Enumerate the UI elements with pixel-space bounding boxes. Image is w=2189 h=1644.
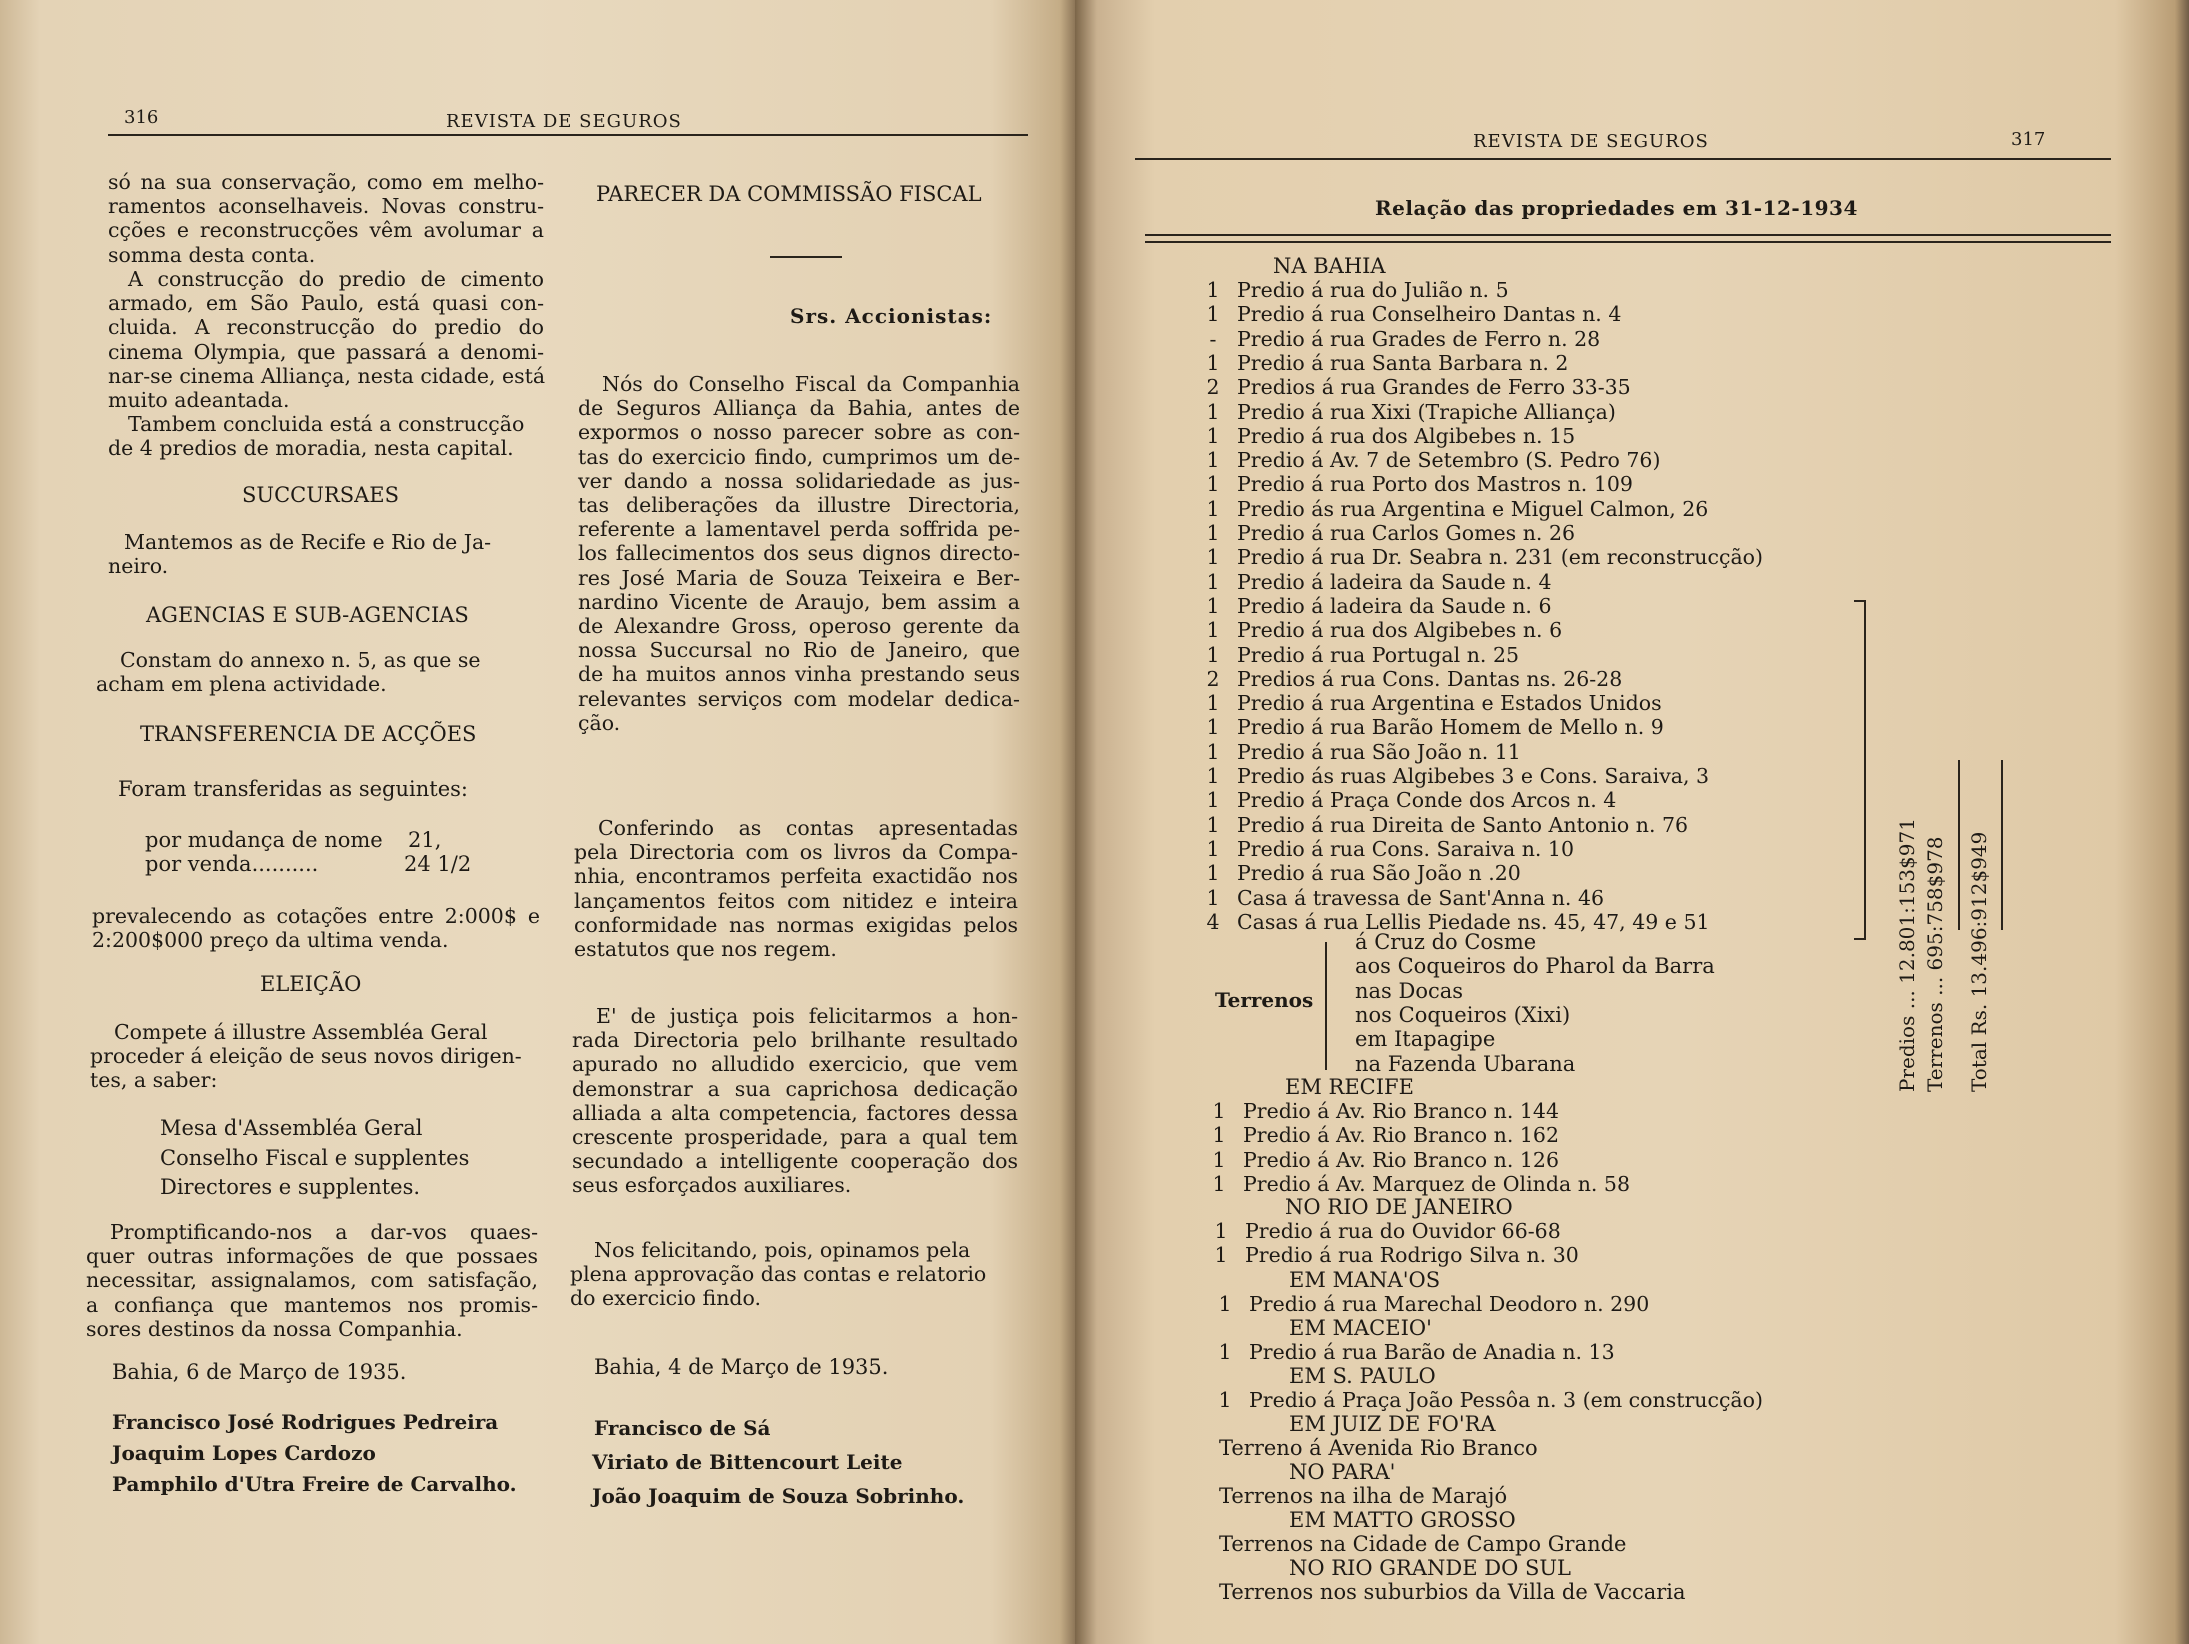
property-line: Terrenos na Cidade de Campo Grande	[1219, 1532, 1627, 1556]
totals-rule	[2001, 760, 2003, 930]
date-line: Bahia, 4 de Março de 1935.	[594, 1355, 889, 1379]
paragraph: A construcção do predio de cimento armado, em São Paulo, está quasi con- cluida. A reconstrucção do predio do cinema Olympia, que passará a denomi- nar-se cinema Alliança, nesta cidade, está muito adeantada.	[108, 267, 546, 413]
section-heading: EM RECIFE	[1285, 1075, 1414, 1099]
page-317: REVISTA DE SEGUROS 317 Relação das propriedades em 31-12-1934 NA BAHIA 1 Predio á rua do Julião n. 5 1 Predio á rua Conselheiro Dantas n. 4 - Predio á rua Grades de Ferro n. 28 1 Predio á rua Santa Barbara n. 2 2 Predios á rua Grandes de Ferro 33-35 1 Predio á rua Xixi (Trapiche Alliança) 1 Predio á rua dos Algibebes n. 15 1 Predio á Av. 7 de Setembro (S. Pedro 76) 1 Predio á rua Porto dos Mastros n. 109 1 Predio ás rua Argentina e Miguel Calmon, 26 1 Predio á rua Carlos Gomes n. 26 1 Predio á rua Dr. Seabra n. 231 (em reconstrucção) 1 Predio á ladeira da Saude n. 4 1 Predio á ladeira da Saude n. 6 1 Predio á rua dos Algibebes n. 6 1 Predio á rua Portugal n. 25 2 Predios á rua Cons. Dantas ns. 26-28 1 Predio á rua Argentina e Estados Unidos 1 Predio á rua Barão Homem de Mello n. 9 1 Predio á rua São João n. 11 1 Predio ás ruas Algibebes 3 e Cons. Saraiva, 3 1 Predio á Praça Conde dos Arcos n. 4 1 Predio á rua Direita de Santo Antonio n. 76 1 Predio á rua Cons. Saraiva n. 10 1 Predio á rua São João n .20 1 Casa á travessa de Sant'Anna n. 46 4 Casas á rua Lellis Piedade ns. 45, 47, 49 e 51 Terrenos á Cruz do Cosme aos Coqueiros do Pharol da Barra nas Docas nos Coqueiros (Xixi) em Itapagipe na Fazenda Ubarana EM RECIFE 1 Predio á Av. Rio Branco n. 144 1 Predio á Av. Rio Branco n. 162 1 Predio á Av. Rio Branco n. 126 1 Predio á Av. Marquez de Olinda n. 58 NO RIO DE JANEIRO 1 Predio á rua do Ouvidor 66-68 1 Predio á rua Rodrigo Silva n. 30 EM MANA'OS 1 Predio á rua Marechal Deodoro n. 290 EM MACEIO' 1 Predio á rua Barão de Anadia n. 13 EM S. PAULO 1 Predio á Praça João Pessôa n. 3 (em construcção) EM JUIZ DE FO'RA Terreno á Avenida Rio Branco NO PARA' Terrenos na ilha de Marajó EM MATTO GROSSO Terrenos na Cidade de Campo Grande NO RIO GRANDE DO SUL Terrenos nos suburbios da Villa de Vaccaria Predios ... 12.801:153$971 Terrenos ... 695:758$978 Total Rs. 13.496:912$949	[1075, 0, 2189, 1644]
paragraph: prevalecendo as cotações entre 2:000$ e 2:200$000 preço da ultima venda.	[92, 904, 540, 953]
running-head: REVISTA DE SEGUROS	[1473, 131, 1709, 152]
title-rule	[1145, 241, 2111, 243]
paragraph: Promptificando-nos a dar-vos quaes- quer outras informações de que possaes necessitar, assignalamos, com satisfação, a confiança que mantemos nos promis- sores destinos da nossa Companhia.	[86, 1220, 538, 1341]
totals-rule	[1958, 760, 1960, 930]
terreno-line: em Itapagipe	[1355, 1027, 1496, 1052]
column-title: PARECER DA COMMISSÃO FISCAL	[596, 182, 982, 206]
section-heading: SUCCURSAES	[242, 483, 399, 507]
salutation: Srs. Accionistas:	[790, 304, 993, 328]
paragraph: Nos felicitando, pois, opinamos pela plena approvação das contas e relatorio do exercicio findo.	[570, 1238, 987, 1311]
page-number: 316	[124, 107, 159, 128]
paragraph: Conferindo as contas apresentadas pela Directoria com os livros da Compa- nhia, encontramos perfeita exactidão nos lançamentos feitos com nitidez e inteira conformidade nas normas exigidas pelos estatutos que nos regem.	[574, 816, 1018, 962]
bracket	[1854, 938, 1866, 940]
transfer-value: 24 1/2	[404, 852, 472, 876]
section-heading: EM MANA'OS	[1289, 1268, 1441, 1292]
signature: Francisco José Rodrigues Pedreira	[112, 1410, 499, 1434]
terrenos-label: Terrenos	[1215, 988, 1314, 1012]
title-rule	[1145, 234, 2111, 236]
section-heading: NO PARA'	[1289, 1460, 1396, 1484]
property-line: Terrenos na ilha de Marajó	[1219, 1484, 1508, 1508]
paragraph: Compete á illustre Assembléa Geral proceder á eleição de seus novos dirigen- tes, a saber:	[90, 1020, 522, 1093]
page-316	[0, 0, 1075, 1644]
terreno-line: nas Docas	[1355, 978, 1464, 1003]
section-heading: EM S. PAULO	[1289, 1364, 1436, 1388]
section-heading: AGENCIAS E SUB-AGENCIAS	[146, 603, 469, 627]
signature: Francisco de Sá	[594, 1416, 771, 1440]
terreno-line: á Cruz do Cosme	[1355, 930, 1537, 954]
signature: Joaquim Lopes Cardozo	[112, 1441, 376, 1465]
property-line: Terrenos nos suburbios da Villa de Vaccaria	[1219, 1580, 1686, 1604]
property-line: Terreno á Avenida Rio Branco	[1219, 1436, 1538, 1460]
bracket	[1864, 600, 1866, 940]
paragraph: só na sua conservação, como em melho- ramentos aconselhaveis. Novas constru- cções e reconstrucções vêm avolumar a somma desta conta.	[108, 170, 544, 267]
running-head: REVISTA DE SEGUROS	[446, 111, 682, 132]
divider	[770, 256, 842, 258]
paragraph: E' de justiça pois felicitarmos a hon- rada Directoria pelo brilhante resultado apurado no alludido exercicio, que vem demonstrar a sua caprichosa dedicação alliada a alta competencia, factores dessa crescente prosperidade, para a qual tem secundado a intelligente cooperação dos seus esforçados auxiliares.	[572, 1004, 1018, 1198]
terreno-line: na Fazenda Ubarana	[1355, 1051, 1576, 1076]
section-heading: TRANSFERENCIA DE ACÇÕES	[140, 722, 477, 746]
totals-predios: Predios ... 12.801:153$971	[1895, 818, 1919, 1092]
section-heading: ELEIÇÃO	[260, 972, 362, 996]
list-title: Relação das propriedades em 31-12-1934	[1375, 196, 1858, 220]
header-rule	[1135, 158, 2111, 160]
paragraph: Constam do annexo n. 5, as que se acham em plena actividade.	[96, 648, 481, 697]
brace	[1325, 942, 1327, 1070]
totals-terrenos: Terrenos ... 695:758$978	[1923, 836, 1947, 1092]
section-heading: NO RIO GRANDE DO SUL	[1289, 1556, 1571, 1580]
list-item: Mesa d'Assembléa Geral	[160, 1116, 423, 1140]
signature: Pamphilo d'Utra Freire de Carvalho.	[112, 1472, 517, 1496]
page-number: 317	[2011, 129, 2046, 150]
totals-sum: Total Rs. 13.496:912$949	[1967, 831, 1991, 1092]
terreno-line: nos Coqueiros (Xixi)	[1355, 1002, 1571, 1027]
transfer-value: 21,	[408, 828, 442, 852]
section-heading: EM MACEIO'	[1289, 1316, 1432, 1340]
date-line: Bahia, 6 de Março de 1935.	[112, 1360, 407, 1384]
signature: João Joaquim de Souza Sobrinho.	[592, 1484, 965, 1508]
section-heading: NA BAHIA	[1273, 254, 1386, 278]
signature: Viriato de Bittencourt Leite	[592, 1450, 903, 1474]
paragraph: Nós do Conselho Fiscal da Companhia de Seguros Alliança da Bahia, antes de expormos o nosso parecer sobre as con- tas do exercicio findo, cumprimos um de- ver dando a nossa solidariedade as jus- tas deliberações da illustre Directoria, referente a lamentavel perda soffrida pe- los fallecimentos dos seus dignos directo- res José Maria de Souza Teixeira e Ber- nardino Vicente de Araujo, bem assim a de Alexandre Gross, operoso gerente da nossa Succursal no Rio de Janeiro, que de ha muitos annos vinha prestando seus relevantes serviços com modelar dedica- ção.	[578, 372, 1020, 735]
paragraph: Tambem concluida está a construcção de 4 predios de moradia, nesta capital.	[108, 412, 525, 461]
list-item: Conselho Fiscal e supplentes	[160, 1146, 470, 1170]
section-heading: NO RIO DE JANEIRO	[1285, 1195, 1513, 1219]
paragraph: Foram transferidas as seguintes:	[118, 777, 468, 801]
list-item: Directores e supplentes.	[160, 1175, 421, 1199]
paragraph: Mantemos as de Recife e Rio de Ja- neiro.	[108, 530, 492, 579]
section-heading: EM MATTO GROSSO	[1289, 1508, 1516, 1532]
terreno-line: aos Coqueiros do Pharol da Barra	[1355, 954, 1715, 979]
transfer-label: por venda..........	[145, 852, 319, 876]
section-heading: EM JUIZ DE FO'RA	[1289, 1412, 1496, 1436]
transfer-label: por mudança de nome	[145, 828, 383, 852]
bracket	[1854, 600, 1866, 602]
header-rule	[108, 134, 1028, 136]
